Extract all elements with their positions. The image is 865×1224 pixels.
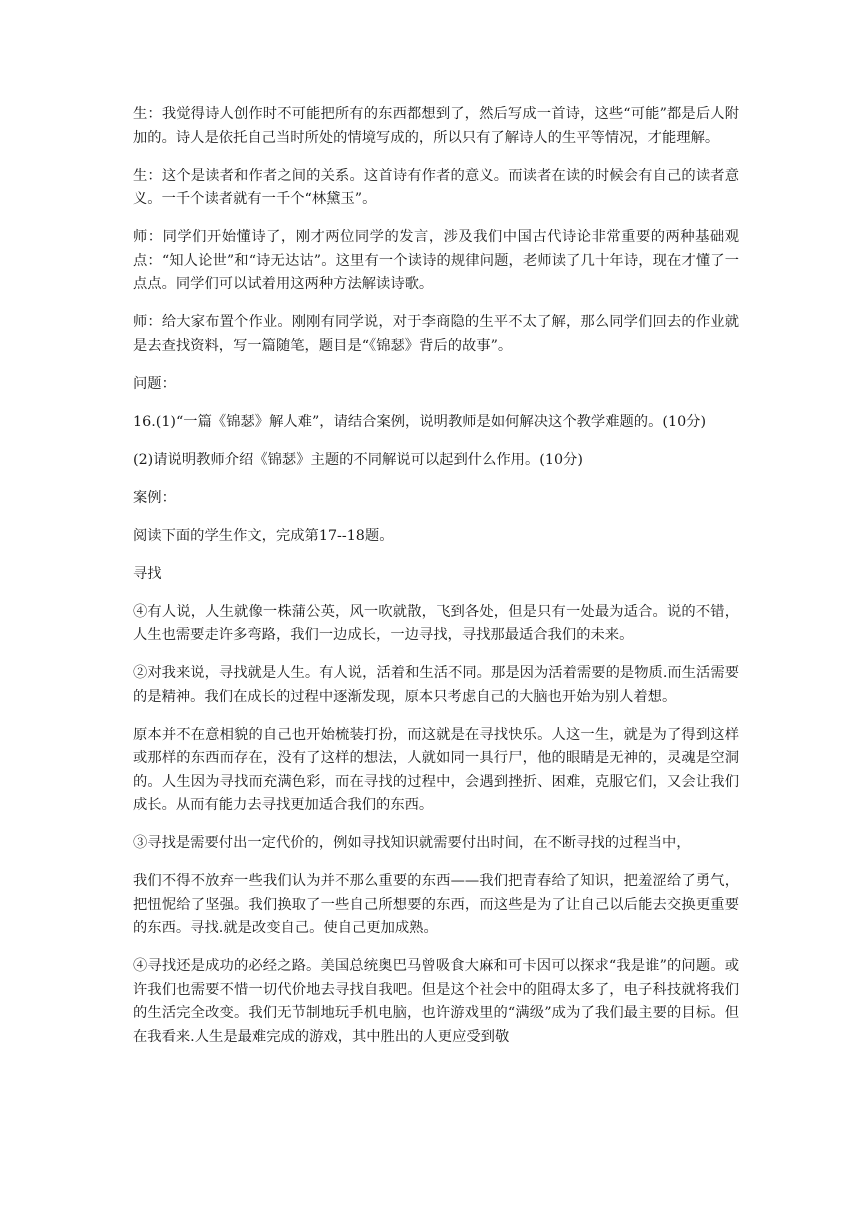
essay-title: 寻找 <box>133 565 162 582</box>
document-page <box>133 103 739 1064</box>
essay-paragraph: ③寻找是需要付出一定代价的，例如寻找知识就需要付出时间，在不断寻找的过程当中， <box>133 835 691 851</box>
dialogue-student-1: 生：我觉得诗人创作时不可能把所有的东西都想到了，然后写成一首诗，这些“可能”都是后人附加的。诗人是依托自己当时所处的情境写成的，所以只有了解诗人的生平等情况，才能理解。 <box>133 106 739 146</box>
dialogue-student-2: 生：这个是读者和作者之间的关系。这首诗有作者的意义。而读者在读的时候会有自己的读者意义。一千个读者就有一千个“林黛玉”。 <box>133 167 739 207</box>
dialogue-teacher-2: 师：给大家布置个作业。刚刚有同学说，对于李商隐的生平不太了解，那么同学们回去的作业就是去查找资料，写一篇随笔，题目是“《锦瑟》背后的故事”。 <box>133 314 739 354</box>
question-16-2: (2)请说明教师介绍《锦瑟》主题的不同解说可以起到什么作用。(10分) <box>133 451 583 468</box>
essay-paragraph: 我们不得不放弃一些我们认为并不那么重要的东西——我们把青春给了知识，把羞涩给了勇气，把忸怩给了坚强。我们换取了一些自己所想要的东西，而这些是为了让自己以后能去交换更重要的东西。寻找.就是改变自己。使自己更加成熟。 <box>133 873 739 936</box>
essay-paragraph: 原本并不在意相貌的自己也开始梳装打扮，而这就是在寻找快乐。人这一生，就是为了得到这样或那样的东西而存在，没有了这样的想法，人就如同一具行尸，他的眼睛是无神的，灵魂是空洞的。人生因为寻找而充满色彩，而在寻找的过程中，会遇到挫折、困难，克服它们，又会让我们成长。从而有能力去寻找更加适合我们的东西。 <box>133 726 739 813</box>
dialogue-teacher-1: 师：同学们开始懂诗了，刚才两位同学的发言，涉及我们中国古代诗论非常重要的两种基础观点：“知人论世”和“诗无达诂”。这里有一个读诗的规律问题，老师读了几十年诗，现在才懂了一点点。同学们可以试着用这两种方法解读诗歌。 <box>133 229 739 292</box>
essay-instruction: 阅读下面的学生作文，完成第17--18题。 <box>133 527 394 544</box>
essay-paragraph: ④有人说，人生就像一株蒲公英，风一吹就散，飞到各处，但是只有一处最为适合。说的不错，人生也需要走许多弯路，我们一边成长，一边寻找，寻找那最适合我们的未来。 <box>133 603 739 643</box>
case-heading: 案例： <box>133 489 176 506</box>
essay-paragraph: ④寻找还是成功的必经之路。美国总统奥巴马曾吸食大麻和可卡因可以探求“我是谁”的问题。或许我们也需要不惜一切代价地去寻找自我吧。但是这个社会中的阻碍太多了，电子科技就将我们的生活完全改变。我们无节制地玩手机电脑，也许游戏里的“满级”成为了我们最主要的目标。但在我看来.人生是最难完成的游戏，其中胜出的人更应受到敬 <box>133 958 739 1045</box>
questions-heading: 问题： <box>133 375 176 392</box>
question-16-1: 16.(1)“一篇《锦瑟》解人难”，请结合案例，说明教师是如何解决这个教学难题的。(10分) <box>133 413 707 430</box>
essay-paragraph: ②对我来说，寻找就是人生。有人说，活着和生活不同。那是因为活着需要的是物质.而生活需要的是精神。我们在成长的过程中逐渐发现，原本只考虑自己的大脑也开始为别人着想。 <box>133 665 739 705</box>
